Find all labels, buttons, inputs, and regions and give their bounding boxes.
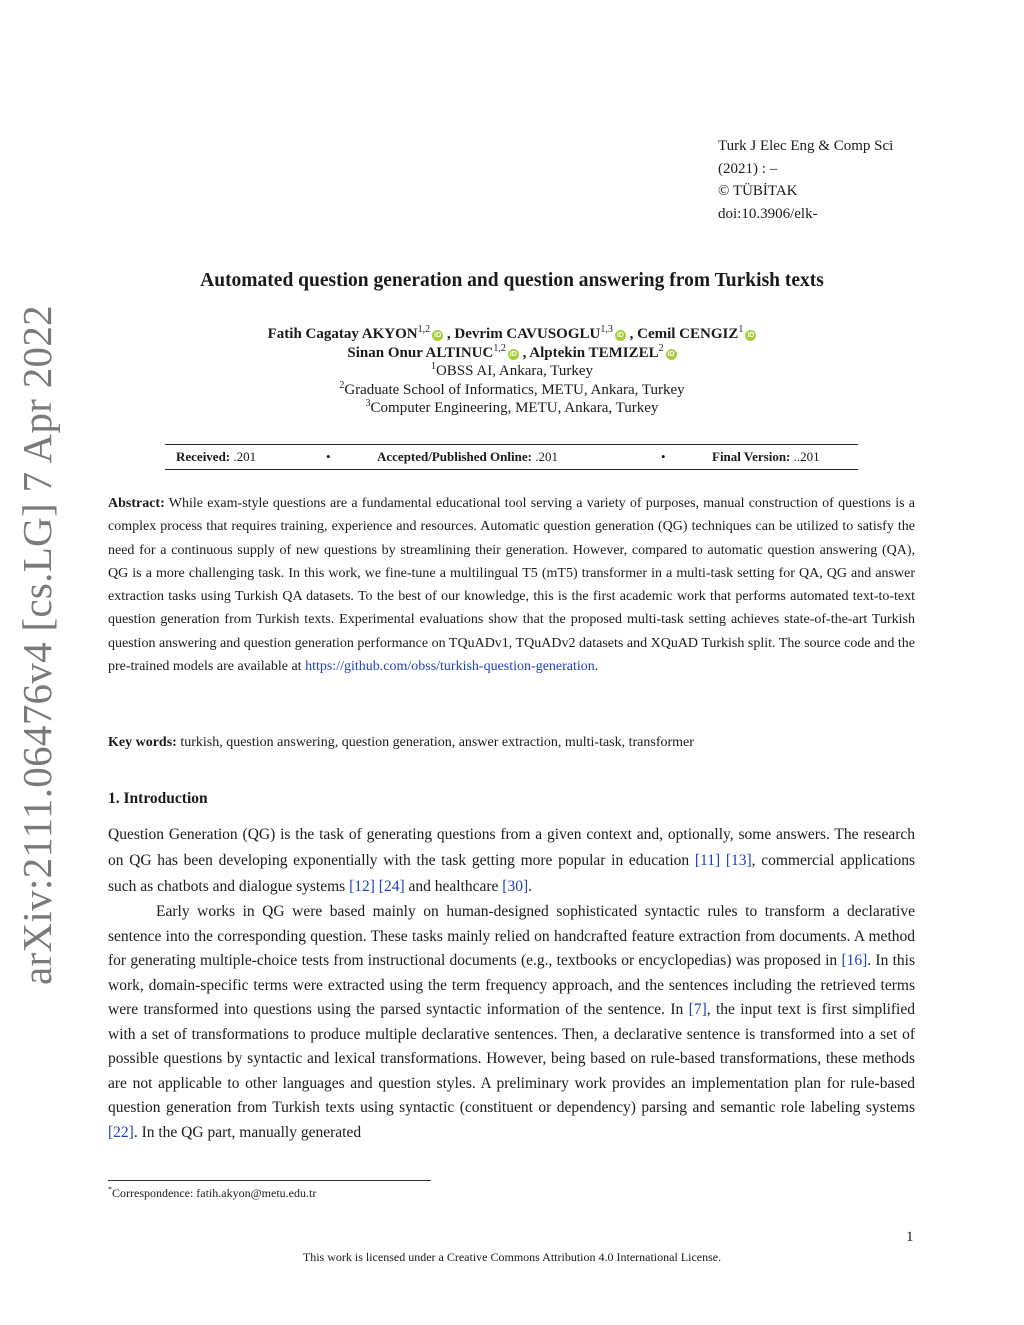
footnote-mark: *	[108, 1185, 112, 1194]
author-affiliation-mark: 1,2	[493, 342, 506, 354]
final-version-date	[712, 449, 820, 465]
affiliation-number: 1	[430, 361, 436, 372]
author-name: , Alptekin TEMIZEL	[522, 344, 659, 361]
author-line-1	[0, 325, 1024, 344]
paragraph-text: .	[528, 878, 532, 895]
abstract-text: While exam-style questions are a fundamental educational tool serving a variety of purposes, manual construction of questions is a complex process that requires training, experience and resources. Automatic question generation (QG) techniques can be utilized to satisfy the need for a continuous supply of new questions by streamlining their generation. However, compared to automatic question answering (QA), QG is a more challenging task. In this work, we fine-tune a multilingual T5 (mT5) transformer in a multi-task setting for QA, QG and answer extraction tasks using Turkish QA datasets. To the best of our knowledge, this is the first academic work that performs automated text-to-text question generation from Turkish texts. Experimental evaluations show that the proposed multi-task setting achieves state-of-the-art Turkish question answering and question generation performance on TQuADv1, TQuADv2 datasets and XQuAD Turkish split. The source code and the pre-trained models are available at	[108, 496, 915, 675]
author-affiliation-mark: 2	[658, 342, 664, 354]
final-value: ..201	[793, 449, 820, 464]
correspondence-footnote	[108, 1185, 316, 1201]
author-name: Fatih Cagatay AKYON	[267, 326, 418, 342]
abstract-label: Abstract:	[108, 496, 165, 511]
affiliation-text: Computer Engineering, METU, Ankara, Turkey	[370, 400, 659, 416]
paragraph-text: , the input text is first simplified with a set of transformations to produce multiple declarative sentences. Then, a declarative sentence is transformed into a set of possible questions by syntactic and lexical transformations. However, being based on rule-based transformations, these methods are not applicable to other languages and question styles. A preliminary work provides an implementation plan for rule-based question generation from Turkish texts using syntactic (constituent or dependency) parsing and semantic role labeling systems	[108, 1001, 915, 1116]
author-name: , Cemil CENGIZ	[629, 326, 739, 342]
license-notice: This work is licensed under a Creative Commons Attribution 4.0 International License.	[302, 1250, 722, 1264]
affiliation-text: OBSS AI, Ankara, Turkey	[435, 363, 594, 379]
journal-copyright: © TÜBİTAK	[718, 183, 798, 199]
journal-name: Turk J Elec Eng & Comp Sci	[718, 138, 894, 154]
received-label: Received:	[176, 449, 231, 464]
paragraph-text: , commercial applications such as chatbots and dialogue systems	[108, 852, 916, 895]
orcid-icon[interactable]: iD	[434, 332, 442, 339]
citation-link[interactable]: [22]	[108, 1123, 134, 1141]
orcid-icon[interactable]: iD	[747, 332, 755, 339]
paragraph-text: Early works in QG were based mainly on human-designed sophisticated syntactic rules to transform a declarative sentence into the corresponding question. These tasks mainly relied on handcrafted feature extraction from documents. A method for generating multiple-choice tests from instructional documents (e.g., textbooks or encyclopedias) was proposed in	[108, 903, 915, 969]
abstract-end: .	[594, 659, 599, 675]
citation-link[interactable]: [30]	[502, 878, 529, 895]
journal-year: (2021) : –	[718, 160, 778, 177]
paragraph-text: Question Generation (QG) is the task of generating questions from a given context and, optionally, some answers. The research on QG has been developing exponentially with the task getting more popular in education	[108, 826, 915, 869]
received-value: .201	[233, 449, 257, 464]
bullet-separator: •	[326, 449, 331, 464]
author-affiliation-mark: 1	[738, 324, 744, 335]
keywords-text: turkish, question answering, question generation, answer extraction, multi-task, transformer	[176, 735, 694, 750]
accepted-value: .201	[535, 449, 558, 464]
footnote-divider	[108, 1180, 431, 1181]
citation-link[interactable]: [12]	[349, 878, 375, 895]
received-date	[176, 449, 256, 465]
affiliation-text: Graduate School of Informatics, METU, Ankara, Turkey	[344, 381, 685, 398]
section-heading: 1. Introduction	[108, 790, 208, 807]
author-name: , Devrim CAVUSOGLU	[446, 326, 601, 342]
citation-link[interactable]: [11]	[694, 852, 721, 869]
affiliation-number: 3	[365, 398, 371, 409]
paragraph-text: . In this work, domain-specific terms were extracted using the term frequency approach, and the sentences including the retrieved terms were transformed into questions using the parsed syntactic information of the sentence. In	[108, 952, 915, 1018]
affiliation	[0, 362, 1024, 381]
accepted-date	[377, 449, 558, 465]
orcid-icon[interactable]: iD	[616, 332, 624, 339]
paper-title: Automated question generation and question answering from Turkish texts	[200, 270, 824, 291]
author-line-2	[0, 344, 1024, 363]
citation-link[interactable]: [16]	[841, 952, 868, 969]
footnote-text: Correspondence: fatih.akyon@metu.edu.tr	[112, 1186, 317, 1200]
journal-header	[718, 135, 893, 225]
author-name: Sinan Onur ALTINUC	[347, 344, 494, 361]
citation-link[interactable]: [13]	[725, 852, 752, 869]
orcid-icon[interactable]: iD	[667, 350, 675, 358]
journal-doi: doi:10.3906/elk-	[718, 205, 818, 222]
citation-link[interactable]: [7]	[688, 1001, 707, 1018]
accepted-label: Accepted/Published Online:	[377, 449, 532, 464]
arxiv-identifier-stamp	[4, 304, 70, 985]
page-number: 1	[906, 1229, 914, 1245]
keywords	[108, 735, 915, 751]
paragraph-text: and healthcare	[404, 878, 503, 895]
intro-paragraph-2	[108, 900, 915, 1145]
author-block	[0, 325, 1024, 418]
arxiv-id-text: arXiv:2111.06476v4 [cs.LG] 7 Apr 2022	[14, 304, 61, 985]
keywords-label: Key words:	[108, 735, 177, 750]
bullet-separator: •	[661, 449, 666, 464]
dates-bar	[165, 444, 858, 470]
orcid-icon[interactable]: iD	[509, 350, 517, 358]
intro-paragraph-1	[108, 822, 915, 900]
affiliation	[0, 399, 1024, 418]
author-affiliation-mark: 1,3	[600, 324, 613, 335]
citation-link[interactable]: [24]	[378, 878, 405, 895]
final-label: Final Version:	[712, 449, 791, 464]
author-affiliation-mark: 1,2	[417, 324, 431, 335]
affiliation	[0, 381, 1024, 400]
paragraph-text: . In the QG part, manually generated	[133, 1123, 362, 1141]
github-link[interactable]: https://github.com/obss/turkish-question-generation	[305, 659, 595, 675]
affiliation-number: 2	[339, 379, 345, 391]
abstract	[108, 492, 915, 678]
